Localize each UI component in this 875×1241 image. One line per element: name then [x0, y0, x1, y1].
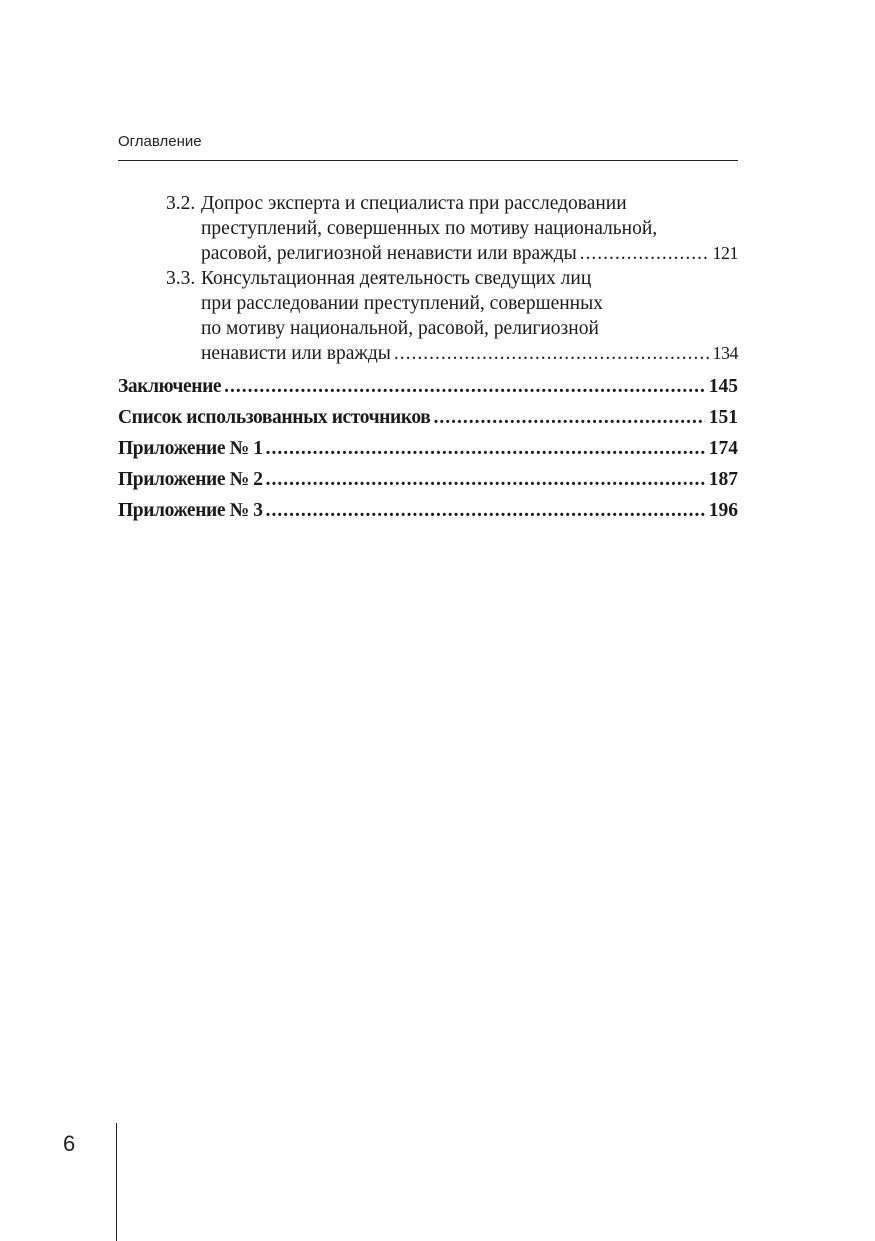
toc-entry-title: Приложение № 2	[118, 469, 263, 490]
toc-entry-sources[interactable]	[118, 402, 738, 433]
toc-page-number: 187	[708, 469, 738, 490]
toc-entry-title: Приложение № 3	[118, 500, 263, 521]
toc-entry-appendix-3[interactable]	[118, 495, 738, 526]
dot-leader	[580, 241, 709, 266]
toc-page-number: 145	[708, 376, 738, 397]
dot-leader	[433, 402, 704, 433]
toc-entry-appendix-2[interactable]	[118, 464, 738, 495]
running-head: Оглавление	[118, 133, 202, 150]
toc-entry-text-line: при расследовании преступлений, совершенных	[201, 293, 603, 314]
toc-entry-title: Список использованных источников	[118, 407, 431, 428]
toc-sub-entry-3-2[interactable]	[118, 191, 738, 266]
toc-entry-last-line	[118, 341, 738, 366]
dot-leader	[266, 433, 705, 464]
toc-page-number: 121	[712, 243, 738, 263]
toc-entry-text: расовой, религиозной ненависти или вражды	[201, 243, 577, 264]
table-of-contents	[118, 191, 738, 526]
toc-page-number: 151	[708, 407, 738, 428]
header-rule	[118, 160, 738, 161]
toc-entry-last-line	[118, 241, 738, 266]
toc-entry-text: ненависти или вражды	[201, 343, 391, 364]
dot-leader	[394, 341, 709, 366]
toc-page-number: 174	[708, 438, 738, 459]
toc-entry-title: Приложение № 1	[118, 438, 263, 459]
toc-entry-text-line: Консультационная деятельность сведущих лиц	[201, 268, 592, 289]
dot-leader	[266, 495, 705, 526]
page-number: 6	[63, 1131, 76, 1156]
dot-leader	[224, 371, 705, 402]
toc-entry-appendix-1[interactable]	[118, 433, 738, 464]
margin-rule	[116, 1123, 117, 1241]
toc-entry-text-line: преступлений, совершенных по мотиву национальной,	[201, 218, 658, 239]
toc-entry-title: Заключение	[118, 376, 222, 397]
dot-leader	[266, 464, 705, 495]
toc-sub-entry-3-3[interactable]	[118, 266, 738, 366]
toc-entry-text-line: по мотиву национальной, расовой, религиозной	[201, 318, 599, 339]
toc-entry-number: 3.2.	[166, 193, 196, 214]
toc-page-number: 134	[712, 343, 738, 363]
toc-entry-number: 3.3.	[166, 268, 196, 289]
toc-page-number: 196	[708, 500, 738, 521]
toc-entry-conclusion[interactable]	[118, 371, 738, 402]
toc-entry-text-line: Допрос эксперта и специалиста при расследовании	[201, 193, 627, 214]
